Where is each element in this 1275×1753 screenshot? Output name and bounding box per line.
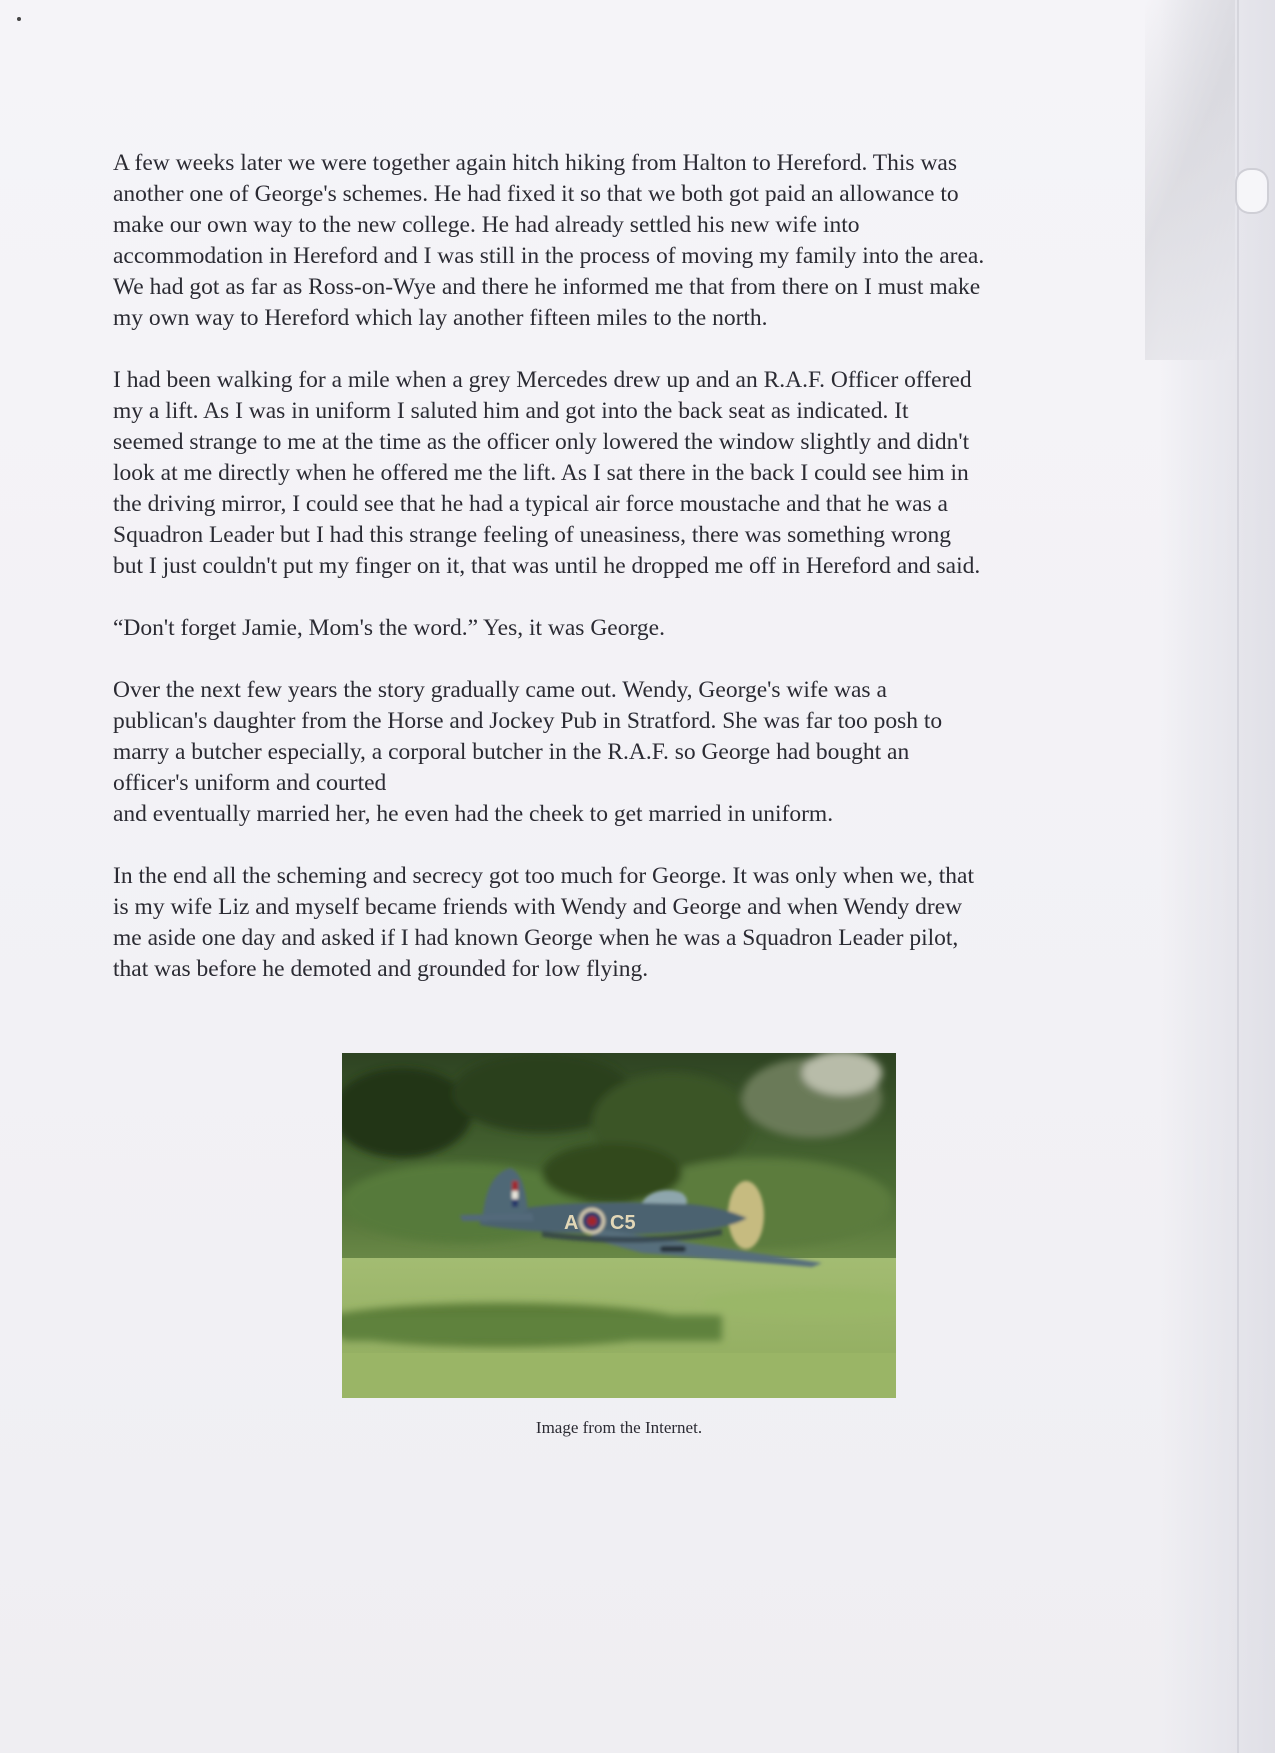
plastic-sleeve-fold [1145,0,1235,360]
foreground-grass [342,1353,896,1398]
paragraph-mercedes-lift: I had been walking for a mile when a grey Mercedes drew up and an R.A.F. Officer offered my a lift. As I was in uniform I saluted him and got into the back seat as indicated. It seemed strange to me at the time as the officer only lowered the window slightly and didn't look at me directly when he offered me the lift. As I sat there in the back I could see him in the driving mirror, I could see that he had a typical air force moustache and that he was a Squadron Leader but I had this strange feeling of uneasiness, there was something wrong but I just couldn't put my finger on it, that was until he dropped me off in Hereford and said. [113,367,981,579]
punch-hole [1235,168,1269,214]
photo-caption: Image from the Internet. [535,1418,703,1437]
plastic-sleeve-seam [1237,0,1239,1753]
aircraft-code-letters-c5: C5 [610,1212,636,1234]
aircraft-code-letter-a: A [564,1212,579,1234]
scan-speck [17,17,21,21]
spitfire-photo [342,1053,896,1398]
paragraph-ending: In the end all the scheming and secrecy got too much for George. It was only when we, that is my wife Liz and myself became friends with Wendy and George and when Wendy drew me aside one day and asked if I had known George when he was a Squadron Leader pilot, that was before he demoted and grounded for low flying. [113,863,974,982]
paragraph-wendy-story: Over the next few years the story gradually came out. Wendy, George's wife was a publican's daughter from the Horse and Jockey Pub in Stratford. She was far too posh to marry a butcher especially, a corporal butcher in the R.A.F. so George had bought an officer's uniform and courted and eventually married her, he even had the cheek to get married in uniform. [113,677,943,827]
story-text [113,148,1133,1016]
spitfire-illustration [342,1053,896,1398]
paragraph-moms-the-word: “Don't forget Jamie, Mom's the word.” Yes, it was George. [113,615,665,641]
paragraph-hitch-hiking: A few weeks later we were together again hitch hiking from Halton to Hereford. This was another one of George's schemes. He had fixed it so that we both got paid an allowance to make our own way to the new college. He had already settled his new wife into accommodation in Hereford and I was still in the process of moving my family into the area. We had got as far as Ross-on-Wye and there he informed me that from there on I must make my own way to Hereford which lay another fifteen miles to the north. [113,150,985,331]
